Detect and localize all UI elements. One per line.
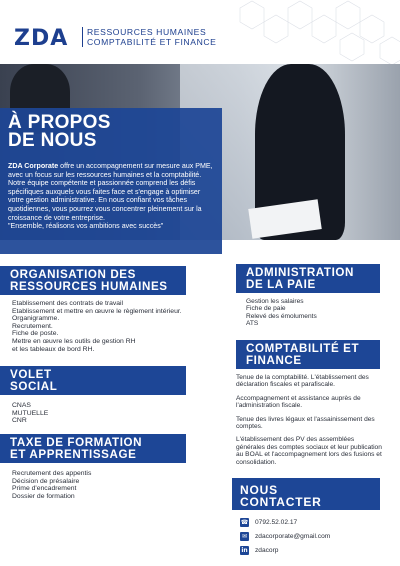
social-heading-line1: VOLET: [10, 368, 52, 381]
social-heading-line2: SOCIAL: [10, 379, 58, 393]
logo-divider: [82, 27, 83, 47]
rh-list: [12, 300, 182, 353]
list-item: Organigramme.: [12, 315, 60, 323]
list-item: Relevé des émoluments: [246, 312, 317, 320]
compta-paragraph: Accompagnement et assistance auprès de l'administration fiscale.: [236, 394, 361, 410]
social-list: [12, 402, 48, 425]
contact-heading: [240, 484, 322, 508]
about-title: [8, 114, 214, 150]
paie-heading-line1: ADMINISTRATION: [246, 266, 355, 279]
list-item: Etablissement des contrats de travail: [12, 300, 124, 307]
compta-text: [236, 374, 384, 466]
list-item: Recrutement des appentis: [12, 470, 92, 477]
list-item: Etablissement et mettre en œuvre le règlement intérieur.: [12, 307, 182, 315]
contact-email[interactable]: zdacorporate@gmail.com: [255, 533, 331, 540]
formation-heading-line1: TAXE DE FORMATION: [10, 436, 143, 449]
formation-heading-line2: ET APPRENTISSAGE: [10, 447, 137, 461]
tagline-line2: COMPTABILITÉ ET FINANCE: [87, 37, 217, 47]
list-item: Décision de présalaire: [12, 477, 80, 485]
linkedin-icon: in: [241, 547, 248, 554]
compta-heading: [236, 340, 380, 369]
compta-paragraph: Tenue de la comptabilité. L'établissement des déclaration fiscales et parafiscale.: [236, 374, 369, 389]
list-item: Fiche de paie: [246, 305, 286, 313]
about-text: [8, 162, 214, 222]
phone-icon: ☎: [240, 519, 249, 526]
header: [0, 0, 400, 64]
email-icon: ✉: [241, 533, 248, 540]
social-heading: [0, 366, 186, 395]
list-item: MUTUELLE: [12, 409, 49, 417]
compta-heading-line1: COMPTABILITÉ ET: [246, 342, 360, 355]
list-item: et les tableaux de bord RH.: [12, 345, 95, 353]
about-title-line1: À PROPOS: [8, 112, 111, 133]
formation-list: [12, 470, 91, 500]
tagline: [87, 27, 217, 47]
contact-heading-line1: NOUS: [240, 483, 278, 497]
list-item: CNR: [12, 417, 27, 425]
about-title-line2: DE NOUS: [8, 130, 97, 151]
list-item: Mettre en œuvre les outils de gestion RH: [12, 337, 136, 345]
list-item: CNAS: [12, 402, 31, 409]
list-item: Fiche de poste.: [12, 330, 59, 338]
contact-phone-row[interactable]: [240, 518, 297, 527]
rh-heading-line2: RESSOURCES HUMAINES: [10, 279, 168, 293]
list-item: ATS: [246, 320, 259, 328]
paie-heading: [236, 264, 380, 293]
list-item: Recrutement.: [12, 322, 53, 330]
contact-phone[interactable]: 0792.52.02.17: [255, 519, 298, 526]
contact-details: [232, 510, 380, 566]
about-brand: ZDA Corporate: [8, 162, 59, 170]
rh-heading: [0, 266, 186, 295]
company-logo: ZDA: [14, 26, 69, 51]
contact-heading-line2: CONTACTER: [240, 495, 322, 509]
about-section: [0, 108, 222, 254]
list-item: Gestion les salaires: [246, 298, 304, 305]
compta-paragraph: Tenue des livres légaux et l'assainissement des comptes.: [236, 415, 375, 431]
formation-heading: [0, 434, 186, 463]
contact-email-row[interactable]: [240, 532, 330, 541]
list-item: Dossier de formation: [12, 492, 75, 500]
hexagon-pattern: [220, 0, 400, 64]
compta-heading-line2: FINANCE: [246, 353, 302, 367]
contact-linkedin-row[interactable]: [240, 546, 278, 555]
rh-heading-line1: ORGANISATION DES: [10, 268, 136, 281]
compta-paragraph: L'établissement des PV des assemblées générales des comptes sociaux et leur publication au BOAL et l'accompagnement lors des fusions et consolidation.: [236, 436, 382, 466]
paie-heading-line2: DE LA PAIE: [246, 277, 316, 291]
about-slogan: "Ensemble, réalisons vos ambitions avec succès": [8, 222, 164, 231]
contact-linkedin[interactable]: zdacorp: [255, 547, 279, 554]
paie-list: [246, 298, 317, 328]
about-body: offre un accompagnement sur mesure aux PME, avec un focus sur les ressources humaines et la comptabilité. Notre équipe compétente et passionnée comprend les défis spécifiques auxquels vous faites face et s'engage à optimiser votre gestion administrative. En nous confiant vos tâches quotidiennes, vous pourrez vous concentrer pleinement sur la croissance de votre entreprise.: [8, 162, 213, 222]
tagline-line1: RESSOURCES HUMAINES: [87, 27, 207, 37]
list-item: Prime d'encadrement: [12, 485, 77, 493]
